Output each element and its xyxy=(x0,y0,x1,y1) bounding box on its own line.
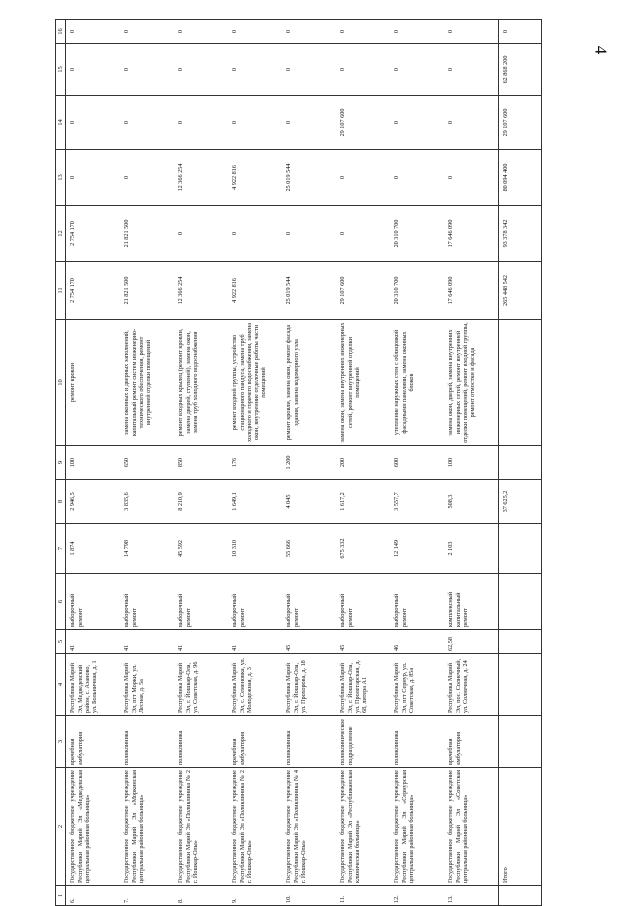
cell-col-4: Республика Марий Эл, с. Семеновка, ул. Молодежная, д. 3 xyxy=(228,654,282,716)
table-row xyxy=(390,20,444,906)
total-cell-col-12: 93 378 342 xyxy=(499,206,542,262)
total-cell-col-14: 29 107 600 xyxy=(499,96,542,150)
cell-col-7: 55 666 xyxy=(282,524,336,574)
total-cell-col-2: Итого xyxy=(499,768,542,886)
cell-col-14: 0 xyxy=(174,96,228,150)
table-row xyxy=(174,20,228,906)
cell-col-3: поликлиника xyxy=(120,716,174,768)
cell-col-11: 29 107 600 xyxy=(336,262,390,320)
cell-col-5: 41 xyxy=(66,630,121,654)
cell-col-15: 0 xyxy=(174,44,228,96)
cell-col-13: 0 xyxy=(390,150,444,206)
cell-col-5: 62,58 xyxy=(444,630,499,654)
cell-col-3: поликлиника xyxy=(390,716,444,768)
cell-col-7: 1 874 xyxy=(66,524,121,574)
cell-col-16: 0 xyxy=(228,20,282,44)
cell-col-8: 8 210,9 xyxy=(174,480,228,524)
cell-col-6: выборочный ремонт xyxy=(390,574,444,630)
cell-col-16: 0 xyxy=(120,20,174,44)
cell-col-14: 0 xyxy=(282,96,336,150)
total-cell-col-9 xyxy=(499,446,542,480)
cell-col-4: Республика Марий Эл, г. Йошкар-Ола, ул. Пролетарская, д. 68, литера А1 xyxy=(336,654,390,716)
cell-col-6: выборочный ремонт xyxy=(282,574,336,630)
cell-col-15: 0 xyxy=(66,44,121,96)
table-row xyxy=(336,20,390,906)
table-row xyxy=(228,20,282,906)
column-number-14: 14 xyxy=(56,96,66,150)
cell-col-9: 200 xyxy=(336,446,390,480)
column-number-13: 13 xyxy=(56,150,66,206)
table-body xyxy=(66,20,542,906)
cell-col-12: 0 xyxy=(228,206,282,262)
cell-col-8: 4 045 xyxy=(282,480,336,524)
cell-col-16: 0 xyxy=(282,20,336,44)
total-cell-col-8: 37 625,2 xyxy=(499,480,542,524)
column-number-16: 16 xyxy=(56,20,66,44)
cell-col-7: 45 592 xyxy=(174,524,228,574)
rotated-table-container xyxy=(55,28,617,906)
cell-col-2: Государственное бюджетное учреждение Республики Марий Эл «Моркинская центральная районная больница» xyxy=(120,768,174,886)
cell-col-5: 45 xyxy=(282,630,336,654)
cell-col-2: Государственное бюджетное учреждение Республики Марий Эл «Поликлиника № 2 г. Йошкар-Олы» xyxy=(228,768,282,886)
cell-col-12: 21 821 500 xyxy=(120,206,174,262)
total-cell-col-1 xyxy=(499,886,542,906)
total-cell-col-13: 80 094 400 xyxy=(499,150,542,206)
cell-col-3: поликлиническое подразделение xyxy=(336,716,390,768)
cell-col-10: замена окон, дверей, замена внутренних инженерных сетей, ремонт внутренней отделки помещений, ремонт входной группы, ремонт отмостки и фасада xyxy=(444,320,499,446)
cell-col-9: 100 xyxy=(444,446,499,480)
cell-col-7: 10 310 xyxy=(228,524,282,574)
cell-col-11: 20 310 700 xyxy=(390,262,444,320)
cell-col-9: 650 xyxy=(120,446,174,480)
cell-col-12: 20 310 700 xyxy=(390,206,444,262)
cell-col-15: 0 xyxy=(444,44,499,96)
cell-col-16: 0 xyxy=(336,20,390,44)
cell-col-13: 0 xyxy=(66,150,121,206)
column-number-15: 15 xyxy=(56,44,66,96)
cell-col-5: 41 xyxy=(120,630,174,654)
cell-col-2: Государственное бюджетное учреждение Республики Марий Эл «Советская центральная районная больница» xyxy=(444,768,499,886)
cell-col-13: 0 xyxy=(336,150,390,206)
cell-col-11: 25 019 544 xyxy=(282,262,336,320)
cell-col-4: Республика Марий Эл, Медведевский район, с. Азаново, ул. Больничная, д. 1 xyxy=(66,654,121,716)
column-number-8: 8 xyxy=(56,480,66,524)
cell-col-13: 4 922 816 xyxy=(228,150,282,206)
column-number-4: 4 xyxy=(56,654,66,716)
column-number-11: 11 xyxy=(56,262,66,320)
cell-col-8: 3 557,7 xyxy=(390,480,444,524)
cell-col-8: 1 649,1 xyxy=(228,480,282,524)
cell-col-15: 0 xyxy=(390,44,444,96)
cell-col-16: 0 xyxy=(66,20,121,44)
cell-col-15: 0 xyxy=(282,44,336,96)
total-cell-col-7 xyxy=(499,524,542,574)
table-row xyxy=(66,20,121,906)
column-number-6: 6 xyxy=(56,574,66,630)
cell-col-13: 0 xyxy=(444,150,499,206)
cell-col-8: 1 617,2 xyxy=(336,480,390,524)
cell-col-11: 17 646 090 xyxy=(444,262,499,320)
column-number-header xyxy=(56,20,66,906)
column-number-9: 9 xyxy=(56,446,66,480)
cell-col-12: 2 754 170 xyxy=(66,206,121,262)
cell-col-4: Республика Марий Эл, г. Йошкар-Ола, ул. Прохорова, д. 18 xyxy=(282,654,336,716)
cell-col-1: 13. xyxy=(444,886,499,906)
cell-col-1: 10. xyxy=(282,886,336,906)
cell-col-14: 0 xyxy=(228,96,282,150)
cell-col-1: 12. xyxy=(390,886,444,906)
total-cell-col-4 xyxy=(499,654,542,716)
cell-col-3: врачебная амбулатория xyxy=(228,716,282,768)
cell-col-11: 12 366 254 xyxy=(174,262,228,320)
cell-col-12: 0 xyxy=(336,206,390,262)
cell-col-16: 0 xyxy=(174,20,228,44)
total-cell-col-16: 0 xyxy=(499,20,542,44)
cell-col-8: 3 835,6 xyxy=(120,480,174,524)
cell-col-2: Государственное бюджетное учреждение Республики Марий Эл «Сернурская центральная районная больница» xyxy=(390,768,444,886)
cell-col-6: выборочный ремонт xyxy=(120,574,174,630)
total-row xyxy=(499,20,542,906)
cell-col-10: ремонт входной группы, устройство стационарного пандуса, замена труб холодного и горячего водоснабжения, замена окон, внутренние отделочные работы части помещений xyxy=(228,320,282,446)
cell-col-2: Государственное бюджетное учреждение Республики Марий Эл «Поликлиника № 2 г. Йошкар-Олы» xyxy=(174,768,228,886)
cell-col-7: 675 332 xyxy=(336,524,390,574)
cell-col-10: утепление наружных стен с облицовкой фасадными панелями, замена оконных блоков xyxy=(390,320,444,446)
cell-col-10: ремонт кровли xyxy=(66,320,121,446)
total-cell-col-10 xyxy=(499,320,542,446)
total-cell-col-3 xyxy=(499,716,542,768)
cell-col-13: 12 366 254 xyxy=(174,150,228,206)
cell-col-7: 2 103 xyxy=(444,524,499,574)
column-number-2: 2 xyxy=(56,768,66,886)
cell-col-10: ремонт кровли, замена окон, ремонт фасада здания, замена водомерного узла xyxy=(282,320,336,446)
total-cell-col-6 xyxy=(499,574,542,630)
cell-col-5: 41 xyxy=(228,630,282,654)
cell-col-16: 0 xyxy=(390,20,444,44)
cell-col-4: Республика Марий Эл, г. Йошкар-Ола, ул. Советская, д. 96 xyxy=(174,654,228,716)
cell-col-11: 2 754 170 xyxy=(66,262,121,320)
cell-col-9: 100 xyxy=(66,446,121,480)
cell-col-3: врачебная амбулатория xyxy=(444,716,499,768)
cell-col-1: 9. xyxy=(228,886,282,906)
repair-program-table xyxy=(55,19,542,906)
total-cell-col-5 xyxy=(499,630,542,654)
cell-col-1: 6. xyxy=(66,886,121,906)
cell-col-2: Государственное бюджетное учреждение Республики Марий Эл «Республиканская клиническая больница» xyxy=(336,768,390,886)
cell-col-8: 508,3 xyxy=(444,480,499,524)
cell-col-8: 2 946,5 xyxy=(66,480,121,524)
cell-col-5: 46 xyxy=(390,630,444,654)
cell-col-14: 0 xyxy=(66,96,121,150)
cell-col-3: поликлиника xyxy=(282,716,336,768)
table-row xyxy=(282,20,336,906)
cell-col-1: 11. xyxy=(336,886,390,906)
table-row xyxy=(444,20,499,906)
cell-col-7: 12 149 xyxy=(390,524,444,574)
column-number-1: 1 xyxy=(56,886,66,906)
cell-col-1: 8. xyxy=(174,886,228,906)
cell-col-5: 45 xyxy=(336,630,390,654)
column-number-5: 5 xyxy=(56,630,66,654)
cell-col-6: выборочный ремонт xyxy=(228,574,282,630)
cell-col-13: 0 xyxy=(120,150,174,206)
cell-col-10: ремонт входных крылец (ремонт кровли, замена дверей, ступеней), замена окон, замена труб холодного водоснабжения xyxy=(174,320,228,446)
cell-col-3: поликлиника xyxy=(174,716,228,768)
cell-col-16: 0 xyxy=(444,20,499,44)
cell-col-2: Государственное бюджетное учреждение Республики Марий Эл «Поликлиника № 4 г. Йошкар-Олы» xyxy=(282,768,336,886)
cell-col-1: 7. xyxy=(120,886,174,906)
cell-col-11: 4 922 816 xyxy=(228,262,282,320)
cell-col-6: выборочный ремонт xyxy=(174,574,228,630)
page-number: 4 xyxy=(591,45,611,55)
cell-col-15: 0 xyxy=(228,44,282,96)
cell-col-4: Республика Марий Эл, пгт Морки, ул. Лесная, д. 5а xyxy=(120,654,174,716)
document-page xyxy=(55,28,617,906)
table-row xyxy=(120,20,174,906)
cell-col-11: 21 821 500 xyxy=(120,262,174,320)
column-number-7: 7 xyxy=(56,524,66,574)
column-number-10: 10 xyxy=(56,320,66,446)
cell-col-6: комплексный капитальный ремонт xyxy=(444,574,499,630)
cell-col-7: 14 798 xyxy=(120,524,174,574)
column-number-12: 12 xyxy=(56,206,66,262)
cell-col-9: 1 200 xyxy=(282,446,336,480)
cell-col-9: 176 xyxy=(228,446,282,480)
total-cell-col-15: 62 868 200 xyxy=(499,44,542,96)
cell-col-14: 0 xyxy=(390,96,444,150)
cell-col-15: 0 xyxy=(120,44,174,96)
cell-col-15: 0 xyxy=(336,44,390,96)
cell-col-13: 25 019 544 xyxy=(282,150,336,206)
cell-col-3: врачебная амбулатория xyxy=(66,716,121,768)
cell-col-14: 0 xyxy=(120,96,174,150)
cell-col-6: выборочный ремонт xyxy=(66,574,121,630)
cell-col-12: 0 xyxy=(174,206,228,262)
cell-col-9: 600 xyxy=(390,446,444,480)
column-number-3: 3 xyxy=(56,716,66,768)
cell-col-4: Республика Марий Эл, пгт Сернур, ул. Советская, д. 85а xyxy=(390,654,444,716)
cell-col-10: замена оконных и дверных заполнений, капитальный ремонт систем инженерно-технического обеспечения, ремонт внутренней отделки помещений xyxy=(120,320,174,446)
cell-col-12: 0 xyxy=(282,206,336,262)
cell-col-10: замена окон, замена внутренних инженерных сетей, ремонт внутренней отделки помещений xyxy=(336,320,390,446)
cell-col-14: 29 107 600 xyxy=(336,96,390,150)
cell-col-9: 850 xyxy=(174,446,228,480)
cell-col-14: 0 xyxy=(444,96,499,150)
cell-col-5: 41 xyxy=(174,630,228,654)
total-cell-col-11: 265 448 542 xyxy=(499,262,542,320)
cell-col-12: 17 646 090 xyxy=(444,206,499,262)
cell-col-2: Государственное бюджетное учреждение Республики Марий Эл «Медведевская центральная районная больница» xyxy=(66,768,121,886)
cell-col-6: выборочный ремонт xyxy=(336,574,390,630)
cell-col-4: Республика Марий Эл, пос. Солнечный, ул. Солнечная, д. 24 xyxy=(444,654,499,716)
